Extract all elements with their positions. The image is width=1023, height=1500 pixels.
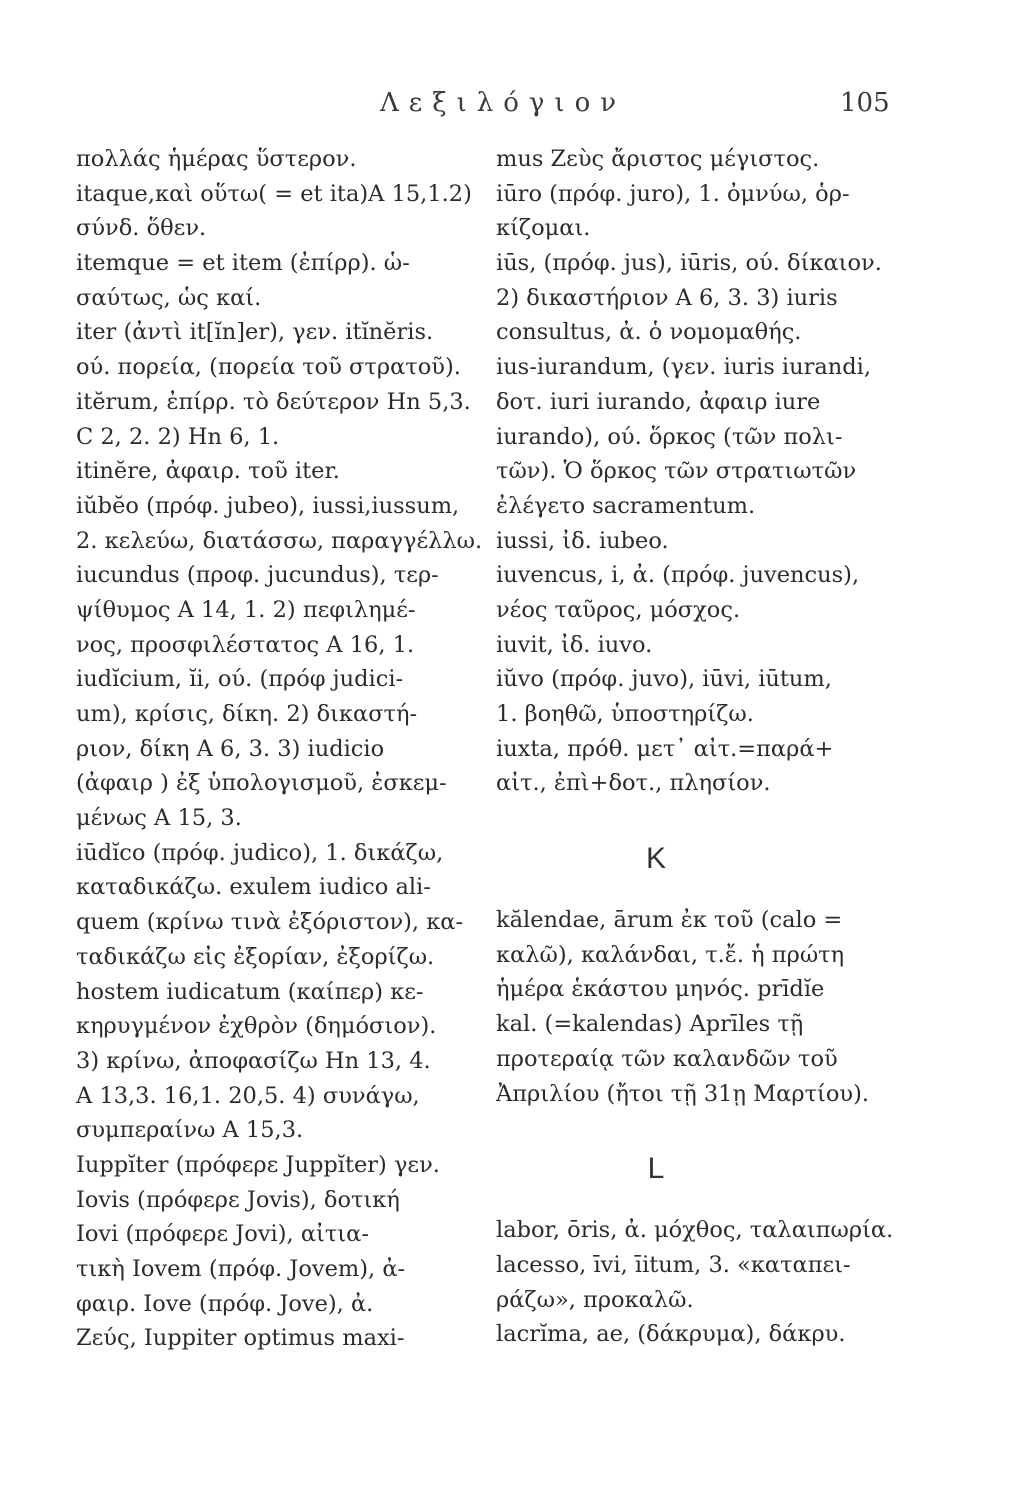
dictionary-line: νέος ταῦρος, μόσχος. [496, 596, 741, 623]
dictionary-line: ταδικάζω εἰς ἐξορίαν, ἐξορίζω. [76, 943, 435, 970]
dictionary-line: iuvit, ἰδ. iuvo. [496, 631, 653, 658]
dictionary-line: iucundus (προφ. jucundus), τερ- [76, 562, 439, 589]
dictionary-line: lacrĭma, ae, (δάκρυμα), δάκρυ. [496, 1321, 846, 1348]
dictionary-line: Ἀπριλίου (ἤτοι τῇ 31ῃ Μαρτίου). [496, 1080, 869, 1107]
dictionary-line: ψίθυμος Α 14, 1. 2) πεφιλημέ- [76, 596, 416, 623]
dictionary-line: ράζω», προκαλῶ. [496, 1286, 694, 1313]
dictionary-line: lacesso, īvi, īitum, 3. «καταπει- [496, 1251, 851, 1278]
dictionary-line: labor, ōris, ἀ. μόχθος, ταλαιπωρία. [496, 1217, 894, 1244]
entries-j [496, 142, 926, 801]
dictionary-line: itinĕre, ἀφαιρ. τοῦ iter. [76, 458, 340, 485]
dictionary-line: mus Ζεὺς ἄριστος μέγιστος. [496, 146, 820, 172]
running-head: Λεξιλόγιον [380, 88, 627, 118]
dictionary-line: Α 13,3. 16,1. 20,5. 4) συνάγω, [76, 1082, 420, 1109]
dictionary-line: καλῶ), καλάνδαι, τ.ἔ. ἡ πρώτη [496, 941, 845, 968]
right-column [496, 142, 926, 1352]
dictionary-line: ἡμέρα ἑκάστου μηνός. prīdĭe [496, 976, 825, 1003]
dictionary-line: iūdĭco (πρόφ. judico), 1. δικάζω, [76, 839, 444, 866]
dictionary-line: κίζομαι. [496, 215, 591, 242]
dictionary-line: iūro (πρόφ. juro), 1. ὀμνύω, ὁρ- [496, 180, 850, 207]
section-letter-l: L [647, 1152, 665, 1186]
section-letter-k: K [645, 842, 666, 876]
dictionary-line: νος, προσφιλέστατος Α 16, 1. [76, 631, 415, 658]
dictionary-line: 2) δικαστήριον Α 6, 3. 3) iuris [496, 284, 838, 311]
dictionary-line: τικὴ Iovem (πρόφ. Jovem), ἀ- [76, 1256, 406, 1282]
dictionary-line: Iovis (πρόφερε Jovis), δοτική [76, 1186, 400, 1213]
dictionary-line: μένως Α 15, 3. [76, 805, 242, 832]
dictionary-line: um), κρίσις, δίκη. 2) δικαστή- [76, 701, 418, 727]
dictionary-line: δοτ. iuri iurando, ἀφαιρ iure [496, 388, 821, 415]
dictionary-line: (ἀφαιρ ) ἐξ ὑπολογισμοῦ, ἐσκεμ- [76, 770, 447, 797]
dictionary-line: iuxta, πρόθ. μετ᾽ αἰτ.=παρά+ [496, 735, 834, 762]
page-number: 105 [840, 88, 890, 118]
dictionary-line: iudĭcium, ĭi, ού. (πρόφ judici- [76, 666, 404, 693]
dictionary-line: consultus, ἀ. ὁ νομομαθής. [496, 319, 802, 346]
dictionary-line: iussi, ἰδ. iubeo. [496, 527, 669, 554]
dictionary-line: Iuppĭter (πρόφερε Juppĭter) γεν. [76, 1151, 440, 1178]
dictionary-line: ού. πορεία, (πορεία τοῦ στρατοῦ). [76, 354, 461, 381]
dictionary-line: iurando), ού. ὅρκος (τῶν πολι- [496, 423, 843, 450]
dictionary-line: αἰτ., ἐπὶ+δοτ., πλησίον. [496, 770, 771, 797]
dictionary-line: πολλάς ἡμέρας ὕστερον. [76, 146, 357, 172]
entries-l [496, 1213, 926, 1352]
dictionary-line: 2. κελεύω, διατάσσω, παραγγέλλω. [76, 527, 483, 554]
dictionary-line: συμπεραίνω Α 15,3. [76, 1117, 304, 1144]
entries-k [496, 903, 926, 1111]
dictionary-line: quem (κρίνω τινὰ ἐξόριστον), κα- [76, 909, 464, 936]
dictionary-line: Ζεύς, Iuppiter optimus maxi- [76, 1325, 405, 1352]
dictionary-line: hostem iudicatum (καίπερ) κε- [76, 978, 424, 1005]
dictionary-line: itaque,καὶ οὕτω( = et ita)Α 15,1.2) [76, 180, 472, 207]
dictionary-line: itemque = et item (ἐπίρρ). ὡ- [76, 250, 410, 277]
dictionary-line: iŭvo (πρόφ. juvo), iūvi, iūtum, [496, 666, 832, 693]
dictionary-line: ριον, δίκη Α 6, 3. 3) iudicio [76, 735, 385, 762]
dictionary-line: 3) κρίνω, ἀποφασίζω Hn 13, 4. [76, 1047, 431, 1074]
dictionary-line: Iovi (πρόφερε Jovi), αἰτια- [76, 1221, 369, 1248]
dictionary-line: καταδικάζω. exulem iudico ali- [76, 874, 431, 901]
dictionary-line: σύνδ. ὅθεν. [76, 215, 207, 242]
dictionary-line: ius-iurandum, (γεν. iuris iurandi, [496, 354, 872, 381]
dictionary-line: κηρυγμένον ἐχθρὸν (δημόσιον). [76, 1013, 437, 1040]
dictionary-line: C 2, 2. 2) Hn 6, 1. [76, 423, 280, 450]
dictionary-line: φαιρ. Iove (πρόφ. Jove), ἀ. [76, 1290, 374, 1317]
dictionary-line: iūs, (πρόφ. jus), iūris, ού. δίκαιον. [496, 250, 882, 277]
dictionary-line: προτεραίᾳ τῶν καλανδῶν τοῦ [496, 1045, 838, 1072]
dictionary-line: ἐλέγετο sacramentum. [496, 492, 756, 519]
dictionary-line: iŭbĕo (πρόφ. jubeo), iussi,iussum, [76, 492, 460, 519]
dictionary-line: 1. βοηθῶ, ὑποστηρίζω. [496, 701, 754, 727]
dictionary-line: iter (ἀντὶ it[ĭn]er), γεν. itĭnĕris. [76, 319, 434, 346]
dictionary-line: itĕrum, ἐπίρρ. τὸ δεύτερον Ηn 5,3. [76, 388, 471, 415]
dictionary-line: τῶν). Ὁ ὅρκος τῶν στρατιωτῶν [496, 458, 857, 485]
dictionary-line: σαύτως, ὡς καί. [76, 284, 262, 311]
dictionary-line: iuvencus, i, ἀ. (πρόφ. juvencus), [496, 562, 860, 589]
dictionary-line: kălendae, ārum ἐκ τοῦ (calo = [496, 907, 843, 934]
dictionary-line: kal. (=kalendas) Aprīles τῇ [496, 1011, 804, 1038]
